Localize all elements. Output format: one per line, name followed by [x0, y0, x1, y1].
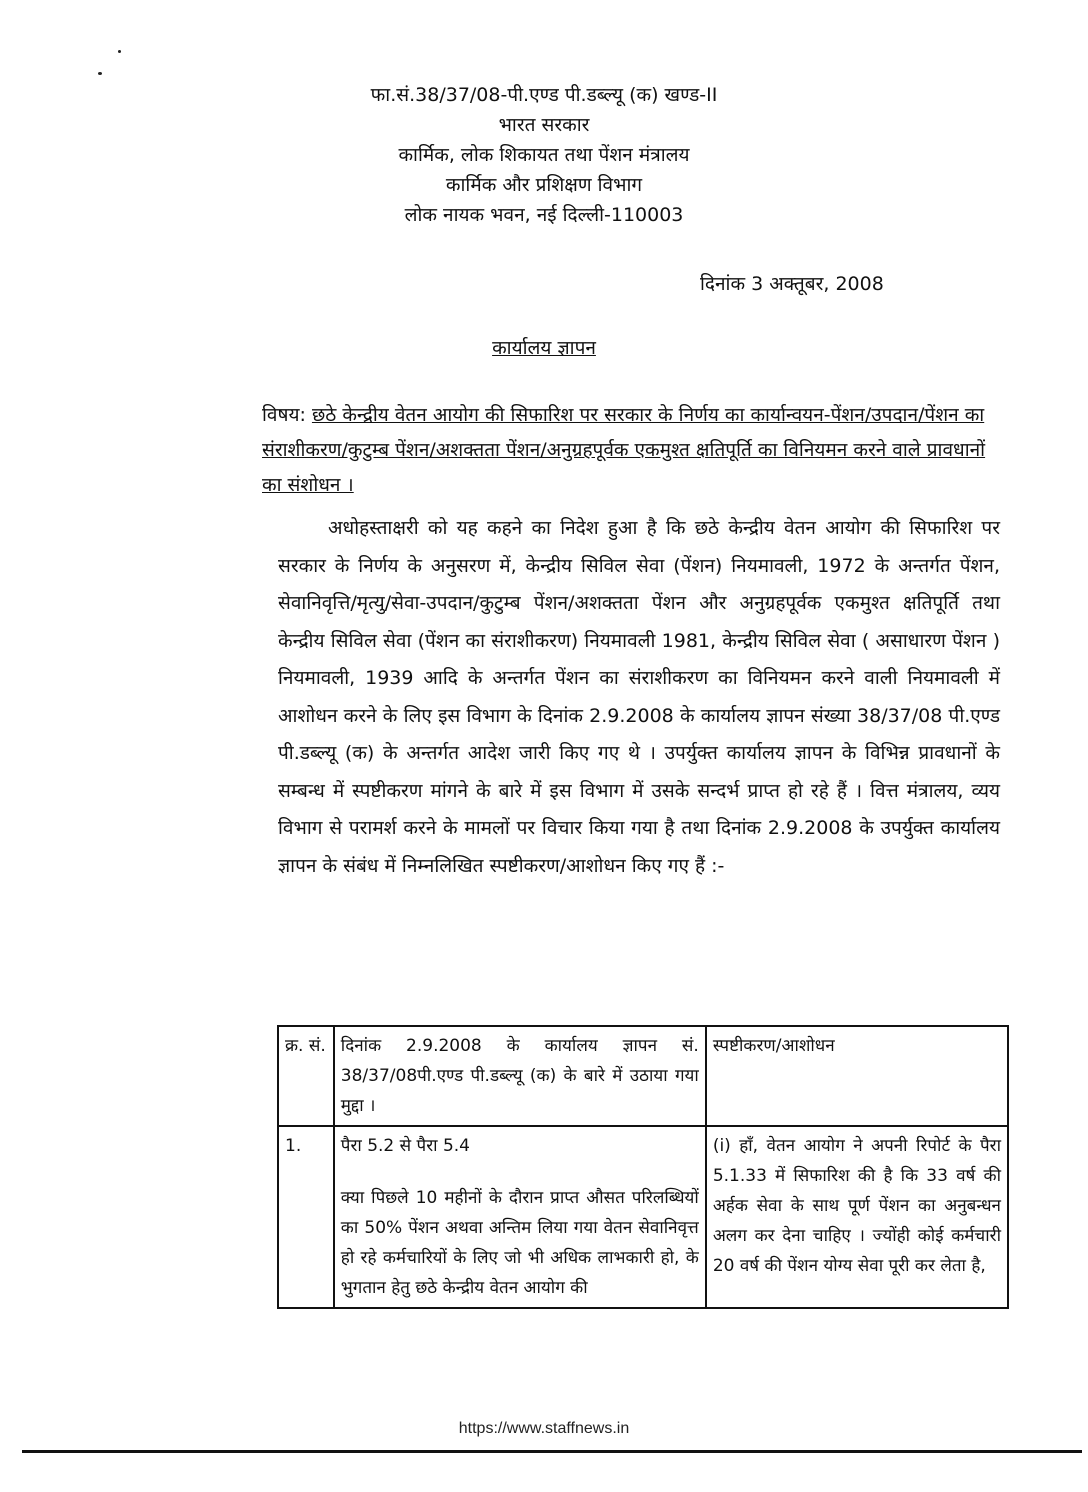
subject-text: छठे केन्द्रीय वेतन आयोग की सिफारिश पर सरकार के निर्णय का कार्यान्वयन-पेंशन/उपदान/पेंशन का संराशीकरण/कुटुम्ब पेंशन/अशक्तता पेंशन/अनुग्रहपूर्वक एकमुश्त क्षतिपूर्ति का विनियमन करने वाले प्रावधानों का संशोधन ।	[262, 404, 986, 496]
row-issue	[334, 1126, 706, 1308]
subject-block	[262, 398, 1002, 503]
document-date: दिनांक 3 अक्तूबर, 2008	[700, 273, 884, 295]
body-paragraph: अधोहस्ताक्षरी को यह कहने का निदेश हुआ है कि छठे केन्द्रीय वेतन आयोग की सिफारिश पर सरकार के निर्णय के अनुसरण में, केन्द्रीय सिविल सेवा (पेंशन) नियमावली, 1972 के अन्तर्गत पेंशन, सेवानिवृत्ति/मृत्यु/सेवा-उपदान/कुटुम्ब पेंशन/अशक्तता पेंशन और अनुग्रहपूर्वक एकमुश्त क्षतिपूर्ति तथा केन्द्रीय सिविल सेवा (पेंशन का संराशीकरण) नियमावली 1981, केन्द्रीय सिविल सेवा ( असाधारण पेंशन ) नियमावली, 1939 आदि के अन्तर्गत पेंशन का संराशीकरण का विनियमन करने वाली नियमावली में आशोधन करने के लिए इस विभाग के दिनांक 2.9.2008 के कार्यालय ज्ञापन संख्या 38/37/08 पी.एण्ड पी.डब्ल्यू (क) के अन्तर्गत आदेश जारी किए गए थे । उपर्युक्त कार्यालय ज्ञापन के विभिन्न प्रावधानों के सम्बन्ध में स्पष्टीकरण मांगने के बारे में इस विभाग में उसके सन्दर्भ प्राप्त हो रहे हैं । वित्त मंत्रालय, व्यय विभाग से परामर्श करने के मामलों पर विचार किया गया है तथा दिनांक 2.9.2008 के उपर्युक्त कार्यालय ज्ञापन के संबंध में निम्नलिखित स्पष्टीकरण/आशोधन किए गए हैं :-	[278, 517, 1000, 877]
ministry-name: कार्मिक, लोक शिकायत तथा पेंशन मंत्रालय	[398, 144, 690, 166]
header-cell-clarification: स्पष्टीकरण/आशोधन	[706, 1026, 1008, 1126]
scan-speck	[118, 50, 121, 53]
header-cell-issue: दिनांक 2.9.2008 के कार्यालय ज्ञापन सं. 38/37/08पी.एण्ड पी.डब्ल्यू (क) के बारे में उठाया गया मुद्दा ।	[334, 1026, 706, 1126]
footer-url: https://www.staffnews.in	[458, 1420, 630, 1437]
government-name: भारत सरकार	[498, 114, 590, 136]
address: लोक नायक भवन, नई दिल्ली-110003	[404, 204, 684, 226]
table-row	[278, 1126, 1008, 1308]
memorandum-title: कार्यालय ज्ञापन	[492, 337, 596, 359]
row-serial: 1.	[278, 1126, 334, 1308]
table-header-row	[278, 1026, 1008, 1126]
file-number: फा.सं.38/37/08-पी.एण्ड पी.डब्ल्यू (क) खण्ड-II	[370, 84, 718, 106]
subject-label: विषय:	[262, 404, 306, 426]
row-clarification: (i) हाँ, वेतन आयोग ने अपनी रिपोर्ट के पैरा 5.1.33 में सिफारिश की है कि 33 वर्ष की अर्हक सेवा के साथ पूर्ण पेंशन का अनुबन्धन अलग कर देना चाहिए । ज्योंही कोई कर्मचारी 20 वर्ष की पेंशन योग्य सेवा पूरी कर लेता है,	[706, 1126, 1008, 1308]
header-cell-serial: क्र. सं.	[278, 1026, 334, 1126]
footer-rule	[22, 1450, 1082, 1453]
department-name: कार्मिक और प्रशिक्षण विभाग	[445, 174, 643, 196]
row-issue-para: पैरा 5.2 से पैरा 5.4	[340, 1136, 470, 1156]
scan-speck	[98, 72, 102, 75]
letterhead	[0, 80, 1088, 230]
clarification-table	[277, 1025, 1009, 1309]
row-issue-question: क्या पिछले 10 महीनों के दौरान प्राप्त औसत परिलब्धियों का 50% पेंशन अथवा अन्तिम लिया गया वेतन सेवानिवृत्त हो रहे कर्मचारियों के लिए जो भी अधिक लाभकारी हो, के भुगतान हेतु छठे केन्द्रीय वेतन आयोग की	[340, 1188, 699, 1298]
